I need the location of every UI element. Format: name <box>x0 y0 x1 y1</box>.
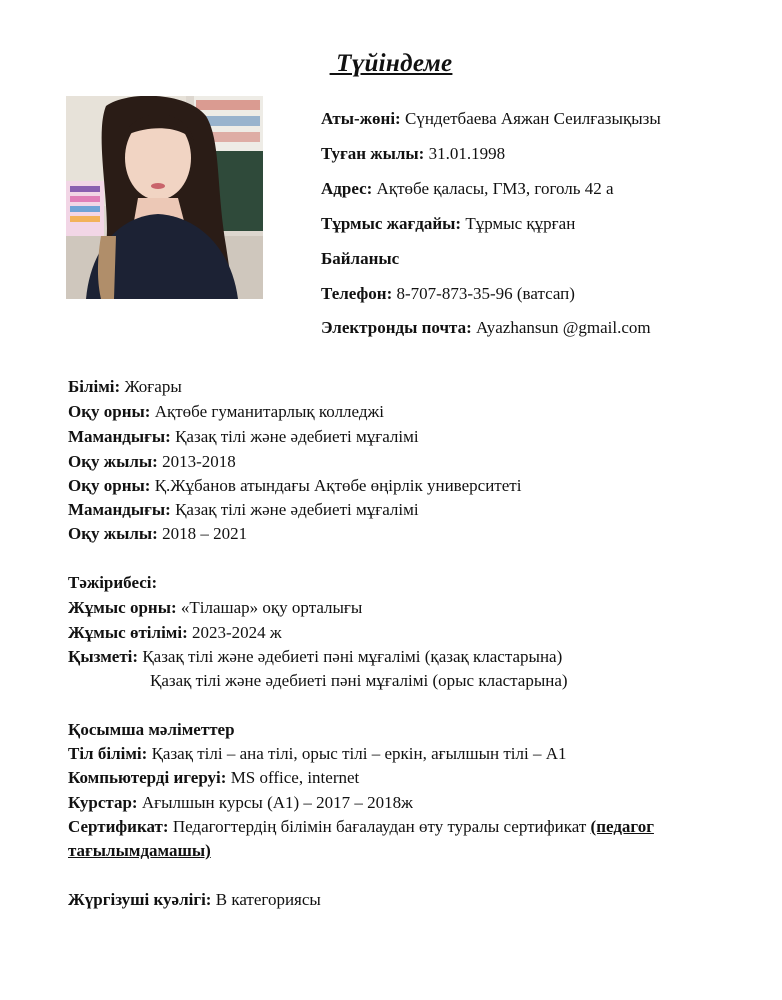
contact-email: Электронды почта: Ayazhansun @gmail.com <box>321 318 651 337</box>
experience-duration: Жұмыс өтілімі: 2023-2024 ж <box>68 623 282 642</box>
experience-workplace: Жұмыс орны: «Тілашар» оқу орталығы <box>68 598 363 617</box>
additional-heading: Қосымша мәліметтер <box>68 720 235 739</box>
education-level: Білімі: Жоғары <box>68 377 182 396</box>
education-specialty-1: Мамандығы: Қазақ тілі және әдебиеті мұғалімі <box>68 427 419 446</box>
contact-heading: Байланыс <box>321 249 400 268</box>
education-institution-2: Оқу орны: Қ.Жұбанов атындағы Ақтөбе өңірлік университеті <box>68 476 522 495</box>
experience-position: Қызметі: Қазақ тілі және әдебиеті пәні мұғалімі (қазақ кластарына) <box>68 647 563 666</box>
additional-courses: Курстар: Ағылшын курсы (А1) – 2017 – 2018ж <box>68 793 413 812</box>
additional-computer-skills: Компьютерді игеруі: MS office, internet <box>68 768 360 787</box>
education-specialty-2: Мамандығы: Қазақ тілі және әдебиеті мұғалімі <box>68 500 419 519</box>
certificate-note-continued: тағылымдамашы) <box>68 841 211 860</box>
personal-birthdate: Туған жылы: 31.01.1998 <box>321 144 506 163</box>
profile-photo <box>66 96 263 299</box>
education-years-2: Оқу жылы: 2018 – 2021 <box>68 524 248 543</box>
additional-certificate: Сертификат: Педагогтердің білімін бағалаудан өту туралы сертификат (педагог <box>68 817 654 836</box>
driver-license: Жүргізуші куәлігі: В категориясы <box>68 890 321 909</box>
contact-phone: Телефон: 8-707-873-35-96 (ватсап) <box>321 284 575 303</box>
education-years-1: Оқу жылы: 2013-2018 <box>68 452 236 471</box>
additional-languages: Тіл білімі: Қазақ тілі – ана тілі, орыс тілі – еркін, ағылшын тілі – А1 <box>68 744 567 763</box>
certificate-note: (педагог <box>590 817 654 836</box>
resume-title: Түйіндеме <box>329 50 453 77</box>
education-institution-1: Оқу орны: Ақтөбе гуманитарлық колледжі <box>68 402 384 421</box>
personal-address: Адрес: Ақтөбе қаласы, ГМЗ, гоголь 42 а <box>321 179 614 198</box>
personal-name: Аты-жөні: Сүндетбаева Аяжан Сеилғазықызы <box>321 109 661 128</box>
experience-heading: Тәжірибесі: <box>68 573 158 592</box>
personal-marital-status: Тұрмыс жағдайы: Тұрмыс құрған <box>321 214 576 233</box>
experience-position-extra: Қазақ тілі және әдебиеті пәні мұғалімі (орыс кластарына) <box>150 671 568 690</box>
